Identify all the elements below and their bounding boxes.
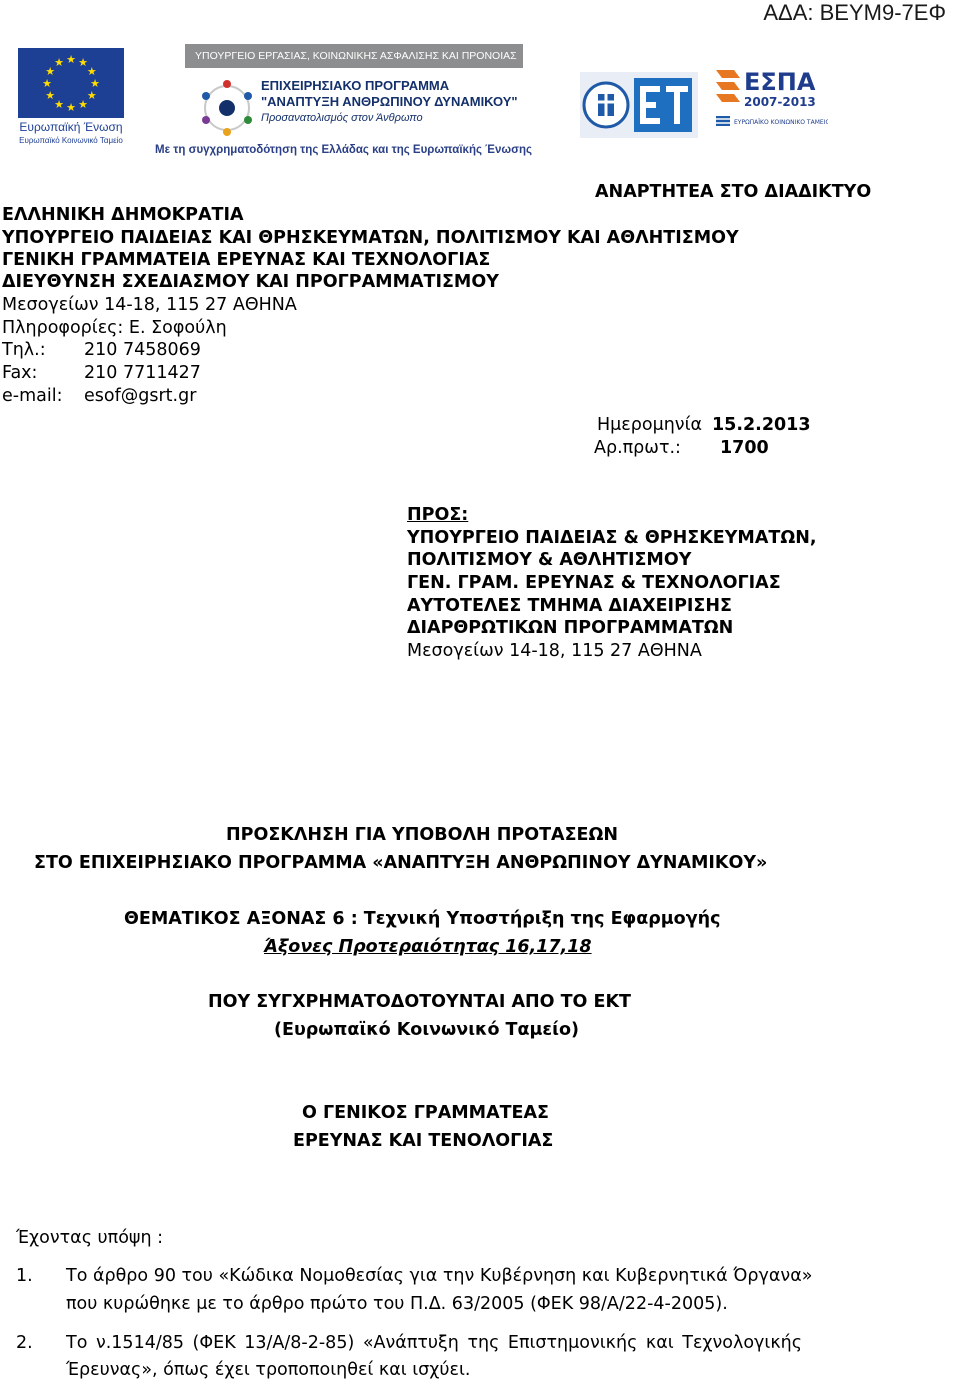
gsrt-logo: [580, 72, 698, 138]
title-line2: ΣΤΟ ΕΠΙΧΕΙΡΗΣΙΑΚΟ ΠΡΟΓΡΑΜΜΑ «ΑΝΑΠΤΥΞΗ ΑΝΘΡΩΠΙΝΟΥ ΔΥΝΑΜΙΚΟΥ»: [34, 853, 768, 873]
sender-line2: ΥΠΟΥΡΓΕΙΟ ΠΑΙΔΕΙΑΣ ΚΑΙ ΘΡΗΣΚΕΥΜΑΤΩΝ, ΠΟΛΙΤΙΣΜΟΥ ΚΑΙ ΑΘΛΗΤΙΣΜΟΥ: [2, 228, 739, 248]
priority-axes: Άξονες Προτεραιότητας 16,17,18: [264, 937, 592, 957]
eu-caption: Ευρωπαϊκή Ένωση: [19, 120, 123, 134]
cofunding-line: Με τη συγχρηματοδότηση της Ελλάδας και της Ευρωπαϊκής Ένωσης: [155, 144, 532, 156]
espa-subtitle: ΕΥΡΩΠΑΪΚΟ ΚΟΙΝΩΝΙΚΟ ΤΑΜΕΙΟ: [734, 119, 828, 126]
item-2-line2: Έρευνας», όπως έχει τροποποιηθεί και ισχύει.: [66, 1360, 471, 1380]
fund-line: (Ευρωπαϊκό Κοινωνικό Ταμείο): [274, 1020, 579, 1040]
eu-star-icon: ★: [42, 77, 52, 90]
people-circle-icon: [193, 74, 261, 142]
eu-star-icon: ★: [78, 56, 88, 70]
op-title-line2: "ΑΝΑΠΤΥΞΗ ΑΝΘΡΩΠΙΝΟΥ ΔΥΝΑΜΙΚΟΥ": [261, 94, 518, 109]
espa-years: 2007-2013: [744, 95, 816, 109]
title-line1: ΠΡΟΣΚΛΗΣΗ ΓΙΑ ΥΠΟΒΟΛΗ ΠΡΟΤΑΣΕΩΝ: [226, 825, 618, 845]
eu-star-icon: ★: [66, 53, 76, 66]
item-2-line1: Το ν.1514/85 (ΦΕΚ 13/Α/8-2-85) «Ανάπτυξη της Επιστημονικής και Τεχνολογικής: [66, 1333, 803, 1353]
item-1-line2: που κυρώθηκε με το άρθρο πρώτο του Π.Δ. 63/2005 (ΦΕΚ 98/Α/22-4-2005).: [66, 1294, 728, 1314]
date-label: Ημερομηνία: [597, 415, 703, 435]
date-value: 15.2.2013: [712, 415, 811, 435]
eu-flag-icon: [18, 48, 124, 118]
secretary-general-line1: Ο ΓΕΝΙΚΟΣ ΓΡΑΜΜΑΤΕΑΣ: [302, 1103, 549, 1123]
protocol-label: Αρ.πρωτ.:: [594, 438, 681, 458]
eu-logo: [16, 48, 126, 148]
sender-line1: ΕΛΛΗΝΙΚΗ ΔΗΜΟΚΡΑΤΙΑ: [2, 205, 244, 225]
thematic-axis: ΘΕΜΑΤΙΚΟΣ ΑΞΟΝΑΣ 6 : Τεχνική Υποστήριξη της Εφαρμογής: [124, 909, 721, 929]
cofunded-line: ΠΟΥ ΣΥΓΧΡΗΜΑΤΟΔΟΤΟΥΝΤΑΙ ΑΠΟ ΤΟ ΕΚΤ: [208, 992, 631, 1012]
recipient-line4: ΑΥΤΟΤΕΛΕΣ ΤΜΗΜΑ ΔΙΑΧΕΙΡΙΣΗΣ: [407, 596, 732, 616]
recipient-line2: ΠΟΛΙΤΙΣΜΟΥ & ΑΘΛΗΤΙΣΜΟΥ: [407, 550, 692, 570]
protocol-value: 1700: [720, 438, 769, 458]
sender-address: Μεσογείων 14-18, 115 27 ΑΘΗΝΑ: [2, 295, 297, 315]
eu-star-icon: ★: [86, 89, 97, 102]
recipient-label: ΠΡΟΣ:: [407, 505, 469, 525]
sender-info: Πληροφορίες: Ε. Σοφούλη: [2, 318, 227, 338]
ministry-bar: ΥΠΟΥΡΓΕΙΟ ΕΡΓΑΣΙΑΣ, ΚΟΙΝΩΝΙΚΗΣ ΑΣΦΑΛΙΣΗΣ ΚΑΙ ΠΡΟΝΟΙΑΣ: [185, 44, 523, 68]
fax-value: 210 7711427: [84, 363, 201, 383]
eu-star-icon: ★: [86, 65, 97, 78]
eu-star-icon: ★: [45, 89, 56, 102]
eu-star-icon: ★: [66, 101, 76, 114]
espa-title: ΕΣΠΑ: [744, 68, 816, 96]
item-1-line1: Το άρθρο 90 του «Κώδικα Νομοθεσίας για την Κυβέρνηση και Κυβερνητικά Όργανα»: [66, 1266, 813, 1286]
eu-star-icon: ★: [54, 56, 64, 70]
email-value: esof@gsrt.gr: [84, 386, 197, 406]
ada-code: ΑΔΑ: ΒΕΥΜ9-7ΕΦ: [763, 0, 946, 25]
considering-intro: Έχοντας υπόψη :: [16, 1228, 164, 1248]
operational-programme-logo: [155, 42, 570, 160]
recipient-line3: ΓΕΝ. ΓΡΑΜ. ΕΡΕΥΝΑΣ & ΤΕΧΝΟΛΟΓΙΑΣ: [407, 573, 781, 593]
recipient-line5: ΔΙΑΡΘΡΩΤΙΚΩΝ ΠΡΟΓΡΑΜΜΑΤΩΝ: [407, 618, 734, 638]
op-tagline: Προσανατολισμός στον Άνθρωπο: [261, 112, 423, 124]
sender-line4: ΔΙΕΥΘΥΝΣΗ ΣΧΕΔΙΑΣΜΟΥ ΚΑΙ ΠΡΟΓΡΑΜΜΑΤΙΣΜΟΥ: [2, 272, 499, 292]
eu-star-icon: ★: [78, 97, 88, 111]
tel-label: Τηλ.:: [2, 340, 46, 360]
espa-logo: [714, 64, 828, 136]
recipient-address: Μεσογείων 14-18, 115 27 ΑΘΗΝΑ: [407, 641, 702, 661]
eu-star-icon: ★: [90, 77, 100, 90]
email-label: e-mail:: [2, 386, 63, 406]
eu-star-icon: ★: [54, 97, 64, 111]
esf-caption: Ευρωπαϊκό Κοινωνικό Ταμείο: [19, 136, 123, 145]
op-title-line1: ΕΠΙΧΕΙΡΗΣΙΑΚΟ ΠΡΟΓΡΑΜΜΑ: [261, 78, 450, 93]
tel-value: 210 7458069: [84, 340, 201, 360]
item-number: 2.: [16, 1333, 33, 1353]
item-number: 1.: [16, 1266, 33, 1286]
fax-label: Fax:: [2, 363, 38, 383]
secretary-general-line2: ΕΡΕΥΝΑΣ ΚΑΙ ΤΕΝΟΛΟΓΙΑΣ: [293, 1131, 554, 1151]
eu-star-icon: ★: [45, 65, 56, 78]
sender-line3: ΓΕΝΙΚΗ ΓΡΑΜΜΑΤΕΙΑ ΕΡΕΥΝΑΣ ΚΑΙ ΤΕΧΝΟΛΟΓΙΑΣ: [2, 250, 491, 270]
posting-note: ΑΝΑΡΤΗΤΕΑ ΣΤΟ ΔΙΑΔΙΚΤΥΟ: [595, 182, 872, 202]
recipient-line1: ΥΠΟΥΡΓΕΙΟ ΠΑΙΔΕΙΑΣ & ΘΡΗΣΚΕΥΜΑΤΩΝ,: [407, 528, 817, 548]
